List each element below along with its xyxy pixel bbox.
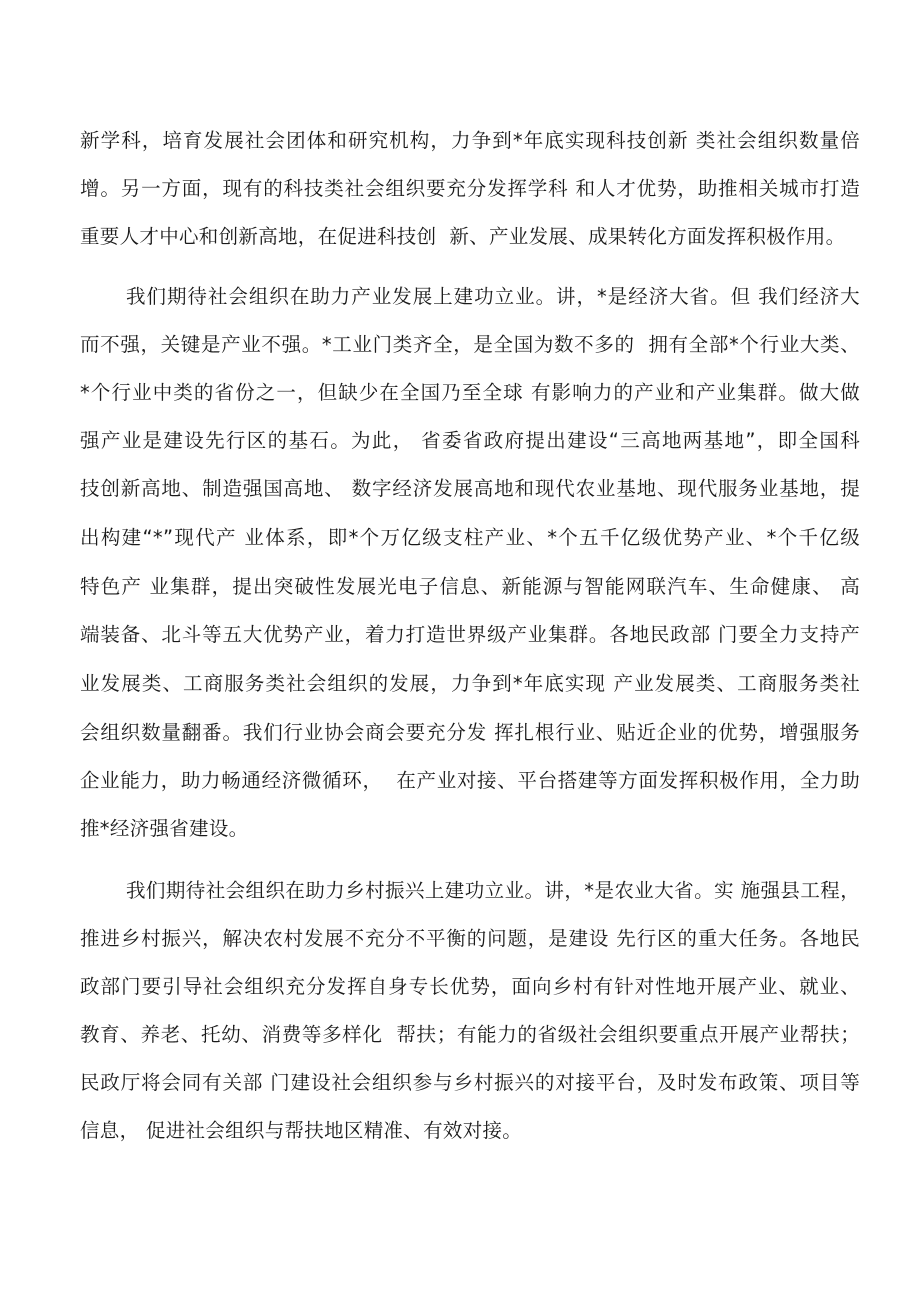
- text-line: 增。另一方面，现有的科技类社会组织要充分发挥学科 和人才优势，助推相关城市打造: [80, 177, 860, 200]
- text-line: 技创新高地、制造强国高地、 数字经济发展高地和现代农业基地、现代服务业基地，提: [80, 477, 860, 500]
- text-line: 政部门要引导社会组织充分发挥自身专长优势，面向乡村有针对性地开展产业、就业、: [80, 975, 860, 998]
- text-line: 推*经济强省建设。: [80, 817, 249, 840]
- text-line: 企业能力，助力畅通经济微循环， 在产业对接、平台搭建等方面发挥积极作用，全力助: [80, 769, 860, 792]
- text-line: 推进乡村振兴，解决农村发展不充分不平衡的问题，是建设 先行区的重大任务。各地民: [80, 927, 860, 950]
- text-line: 民政厅将会同有关部 门建设社会组织参与乡村振兴的对接平台，及时发布政策、项目等: [80, 1071, 860, 1094]
- text-line: 而不强，关键是产业不强。*工业门类齐全，是全国为数不多的 拥有全部*个行业大类、: [80, 333, 860, 356]
- text-line: 信息， 促进社会组织与帮扶地区精准、有效对接。: [80, 1119, 523, 1142]
- text-line: 出构建“*”现代产 业体系，即*个万亿级支柱产业、*个五千亿级优势产业、*个千亿级: [80, 526, 860, 549]
- text-line: 端装备、北斗等五大优势产业，着力打造世界级产业集群。各地民政部 门要全力支持产: [80, 623, 860, 646]
- text-line: 会组织数量翻番。我们行业协会商会要充分发 挥扎根行业、贴近企业的优势，增强服务: [80, 721, 860, 744]
- text-line: 重要人才中心和创新高地，在促进科技创 新、产业发展、成果转化方面发挥积极作用。: [80, 225, 846, 248]
- text-line: 教育、养老、托幼、消费等多样化 帮扶；有能力的省级社会组织要重点开展产业帮扶；: [80, 1023, 860, 1046]
- text-line: 我们期待社会组织在助力乡村振兴上建功立业。讲，*是农业大省。实 施强县工程，: [126, 879, 860, 902]
- text-line: 我们期待社会组织在助力产业发展上建功立业。讲，*是经济大省。但 我们经济大: [126, 285, 860, 308]
- text-line: 新学科，培育发展社会团体和研究机构，力争到*年底实现科技创新 类社会组织数量倍: [80, 129, 860, 152]
- text-line: 特色产 业集群，提出突破性发展光电子信息、新能源与智能网联汽车、生命健康、 高: [80, 575, 860, 598]
- text-line: 业发展类、工商服务类社会组织的发展，力争到*年底实现 产业发展类、工商服务类社: [80, 672, 860, 695]
- text-line: *个行业中类的省份之一，但缺少在全国乃至全球 有影响力的产业和产业集群。做大做: [80, 381, 860, 404]
- text-line: 强产业是建设先行区的基石。为此， 省委省政府提出建设“三高地两基地”，即全国科: [80, 429, 860, 452]
